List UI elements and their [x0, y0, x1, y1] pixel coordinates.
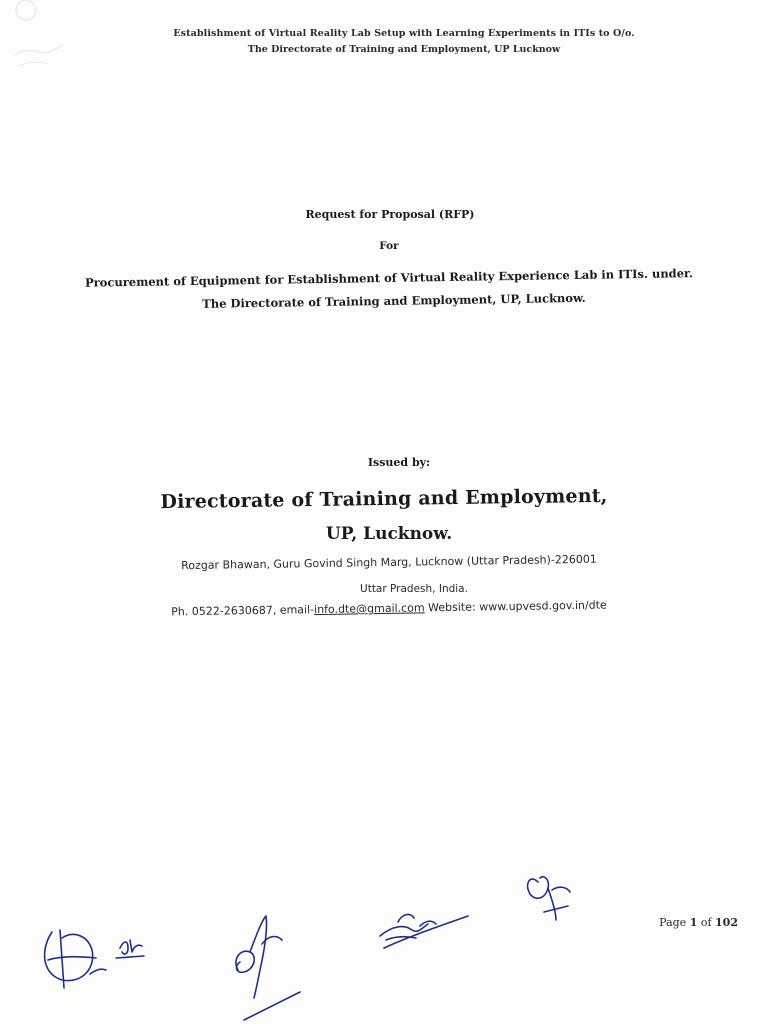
signature-5: [528, 877, 570, 920]
signature-3: [236, 916, 300, 1020]
rfp-subject-line-1: Procurement of Equipment for Establishment of Virtual Reality Experience Lab in ITIs. under.: [84, 266, 694, 290]
signatures-area: [0, 840, 768, 1024]
email-link[interactable]: info.dte@gmail.com: [313, 601, 425, 617]
page-number: [659, 916, 738, 929]
signature-2: [116, 940, 144, 958]
signature-4: [380, 915, 468, 948]
page-current: 1: [689, 916, 698, 929]
header-title: Establishment of Virtual Reality Lab Setup with Learning Experiments in ITIs to O/o.: [173, 28, 635, 39]
rfp-title: Request for Proposal (RFP): [305, 208, 475, 221]
contact-line: [0, 596, 768, 621]
page-total: 102: [715, 916, 738, 929]
address-line-2: Uttar Pradesh, India.: [360, 583, 468, 595]
signature-1: [45, 930, 106, 988]
issued-by-label: Issued by:: [367, 456, 431, 469]
issuer-name: Directorate of Training and Employment,: [160, 484, 608, 514]
rfp-subject-line-2: The Directorate of Training and Employment, UP, Lucknow.: [202, 290, 586, 311]
issuer-city: UP, Lucknow.: [325, 524, 453, 544]
phone-text: Ph. 0522-2630687, email-: [171, 603, 315, 619]
page-of: of: [697, 916, 716, 929]
header-subtitle: The Directorate of Training and Employment, UP Lucknow: [247, 44, 561, 55]
address-line-1: Rozgar Bhawan, Guru Govind Singh Marg, Lucknow (Uttar Pradesh)-226001: [181, 552, 597, 573]
website-label: Website:: [424, 600, 480, 615]
rfp-for: For: [379, 240, 399, 252]
website-link[interactable]: www.upvesd.gov.in/dte: [479, 598, 607, 614]
page-prefix: Page: [659, 916, 690, 929]
